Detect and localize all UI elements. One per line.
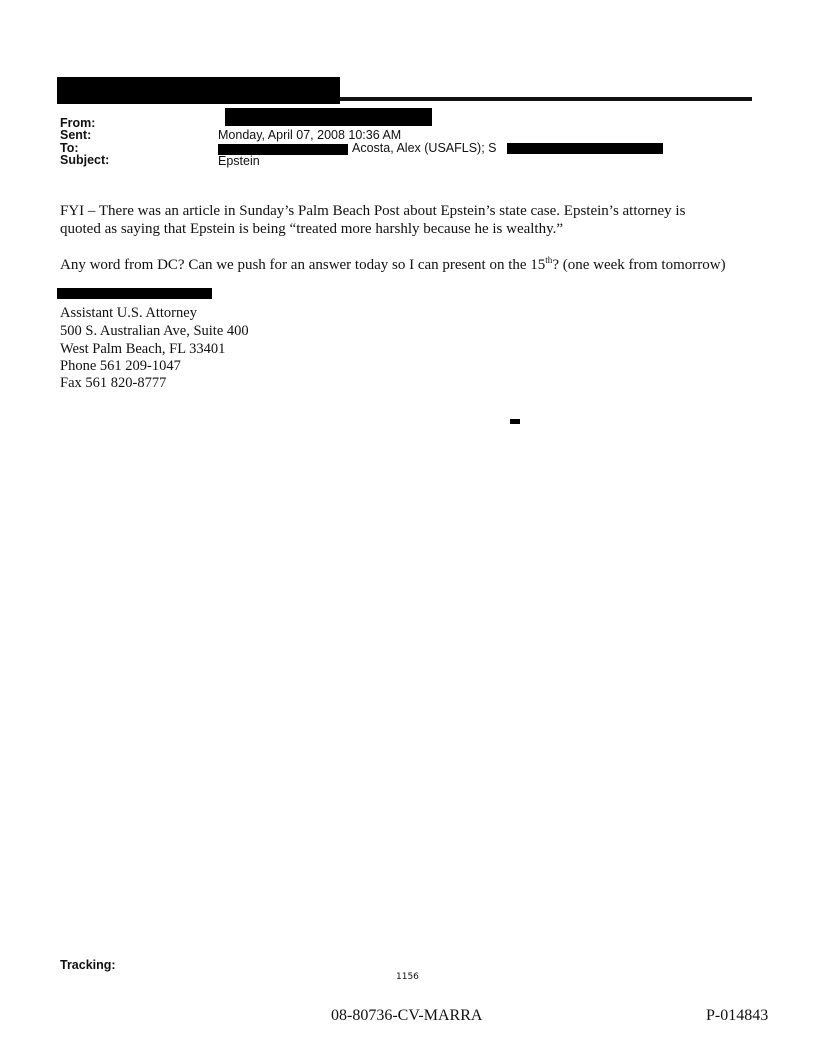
signature-address-line-1: 500 S. Australian Ave, Suite 400 — [60, 323, 249, 339]
to-label: To: — [60, 141, 79, 155]
subject-value: Epstein — [218, 154, 260, 168]
bates-number: P-014843 — [706, 1007, 769, 1024]
sent-value: Monday, April 07, 2008 10:36 AM — [218, 128, 402, 142]
body-paragraph-2-tail: ? (one week from tomorrow) — [552, 257, 726, 273]
from-label: From: — [60, 116, 96, 130]
signature-address-line-2: West Palm Beach, FL 33401 — [60, 341, 226, 357]
to-value: Acosta, Alex (USAFLS); S — [352, 141, 497, 155]
redaction-from-value — [225, 108, 432, 126]
signature-phone: Phone 561 209-1047 — [60, 358, 181, 374]
header-divider-line — [340, 97, 752, 101]
page-number: 1156 — [396, 972, 419, 982]
redaction-signature-name — [57, 288, 212, 299]
body-paragraph-1-line-1: FYI – There was an article in Sunday’s Palm Beach Post about Epstein’s state case. Epstein’s attorney is — [60, 203, 686, 219]
case-number: 08-80736-CV-MARRA — [331, 1007, 483, 1024]
body-paragraph-1-line-2: quoted as saying that Epstein is being “treated more harshly because he is wealthy.” — [60, 221, 564, 237]
body-paragraph-2 — [60, 256, 726, 274]
redaction-mark-small — [510, 419, 520, 424]
signature-fax: Fax 561 820-8777 — [60, 375, 167, 391]
body-paragraph-2-text: Any word from DC? Can we push for an answer today so I can present on the 15 — [60, 257, 546, 273]
signature-title: Assistant U.S. Attorney — [60, 305, 197, 321]
sent-label: Sent: — [60, 128, 92, 142]
tracking-label: Tracking: — [60, 958, 116, 972]
redaction-to-recipient-2 — [507, 143, 663, 154]
redaction-bar-header — [57, 77, 340, 104]
subject-label: Subject: — [60, 153, 110, 167]
ordinal-superscript: th — [545, 255, 553, 265]
